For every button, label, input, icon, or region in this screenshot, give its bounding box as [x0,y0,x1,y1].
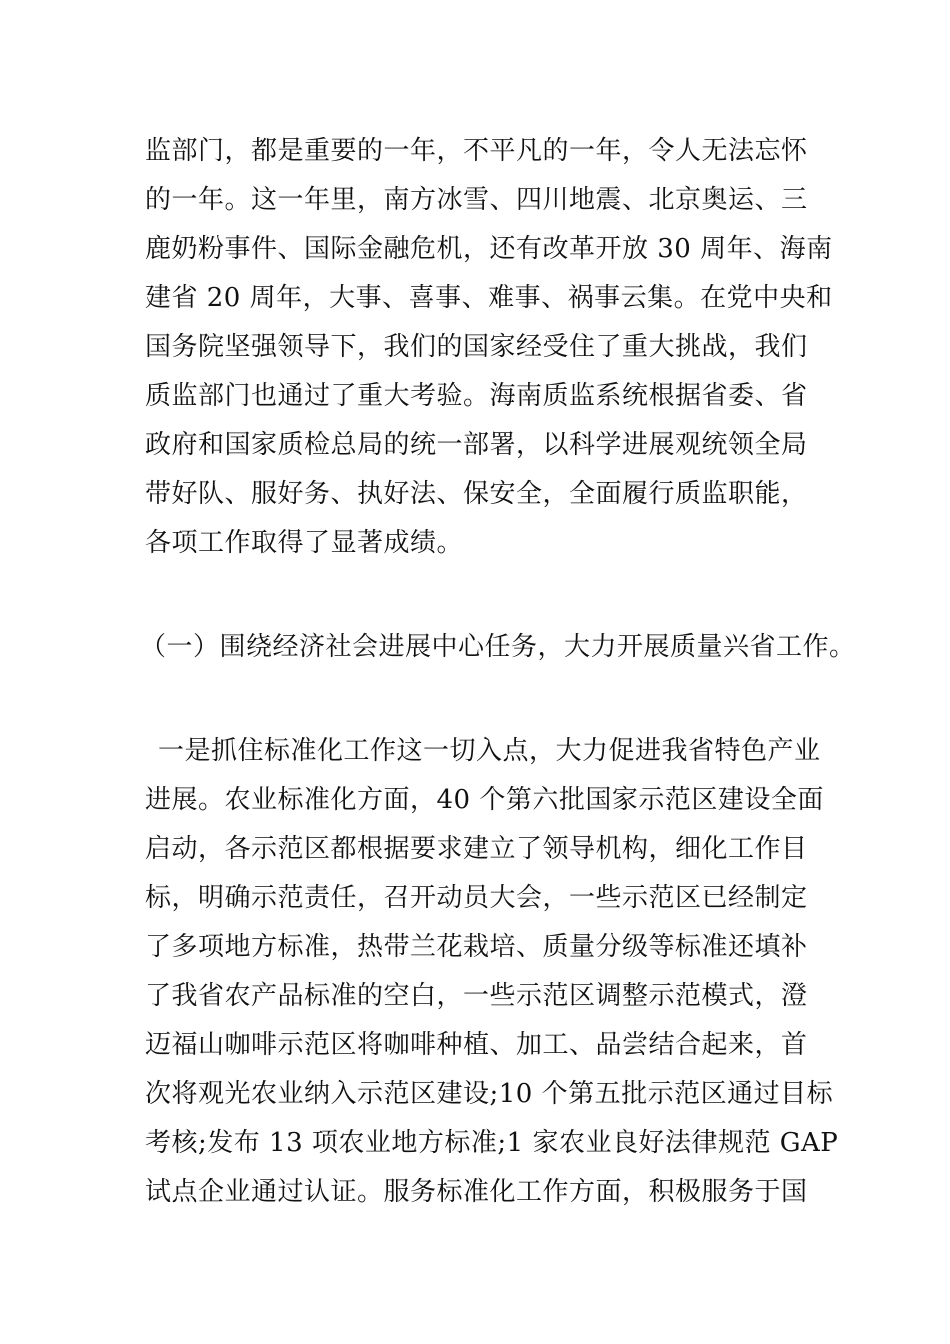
section-heading: （一）围绕经济社会进展中心任务，大力开展质量兴省工作。 [140,632,856,662]
paragraph-2-line: 进展。农业标准化方面，40 个第六批国家示范区建设全面 [145,785,824,815]
paragraph-2-line: 试点企业通过认证。服务标准化工作方面，积极服务于国 [145,1177,808,1207]
paragraph-2-line: 标，明确示范责任，召开动员大会，一些示范区已经制定 [145,883,808,913]
paragraph-1-line: 政府和国家质检总局的统一部署，以科学进展观统领全局 [145,430,808,460]
paragraph-1-line: 的一年。这一年里，南方冰雪、四川地震、北京奥运、三 [145,185,808,215]
paragraph-1-line: 建省 20 周年，大事、喜事、难事、祸事云集。在党中央和 [145,283,833,313]
paragraph-1-line: 带好队、服好务、执好法、保安全，全面履行质监职能， [145,479,808,509]
paragraph-1-line: 质监部门也通过了重大考验。海南质监系统根据省委、省 [145,381,808,411]
paragraph-2-line: 一是抓住标准化工作这一切入点，大力促进我省特色产业 [158,736,821,766]
paragraph-1-line: 监部门，都是重要的一年，不平凡的一年，令人无法忘怀 [145,136,808,166]
paragraph-1-line: 各项工作取得了显著成绩。 [145,528,464,558]
paragraph-2-line: 迈福山咖啡示范区将咖啡种植、加工、品尝结合起来，首 [145,1030,808,1060]
paragraph-2-line: 启动，各示范区都根据要求建立了领导机构，细化工作目 [145,834,808,864]
paragraph-2-line: 次将观光农业纳入示范区建设;10 个第五批示范区通过目标 [145,1079,834,1109]
paragraph-1-line: 国务院坚强领导下，我们的国家经受住了重大挑战，我们 [145,332,808,362]
paragraph-2-line: 了我省农产品标准的空白，一些示范区调整示范模式，澄 [145,981,808,1011]
paragraph-2-line: 考核;发布 13 项农业地方标准;1 家农业良好法律规范 GAP [145,1128,839,1158]
paragraph-1-line: 鹿奶粉事件、国际金融危机，还有改革开放 30 周年、海南 [145,234,833,264]
paragraph-2-line: 了多项地方标准，热带兰花栽培、质量分级等标准还填补 [145,932,808,962]
